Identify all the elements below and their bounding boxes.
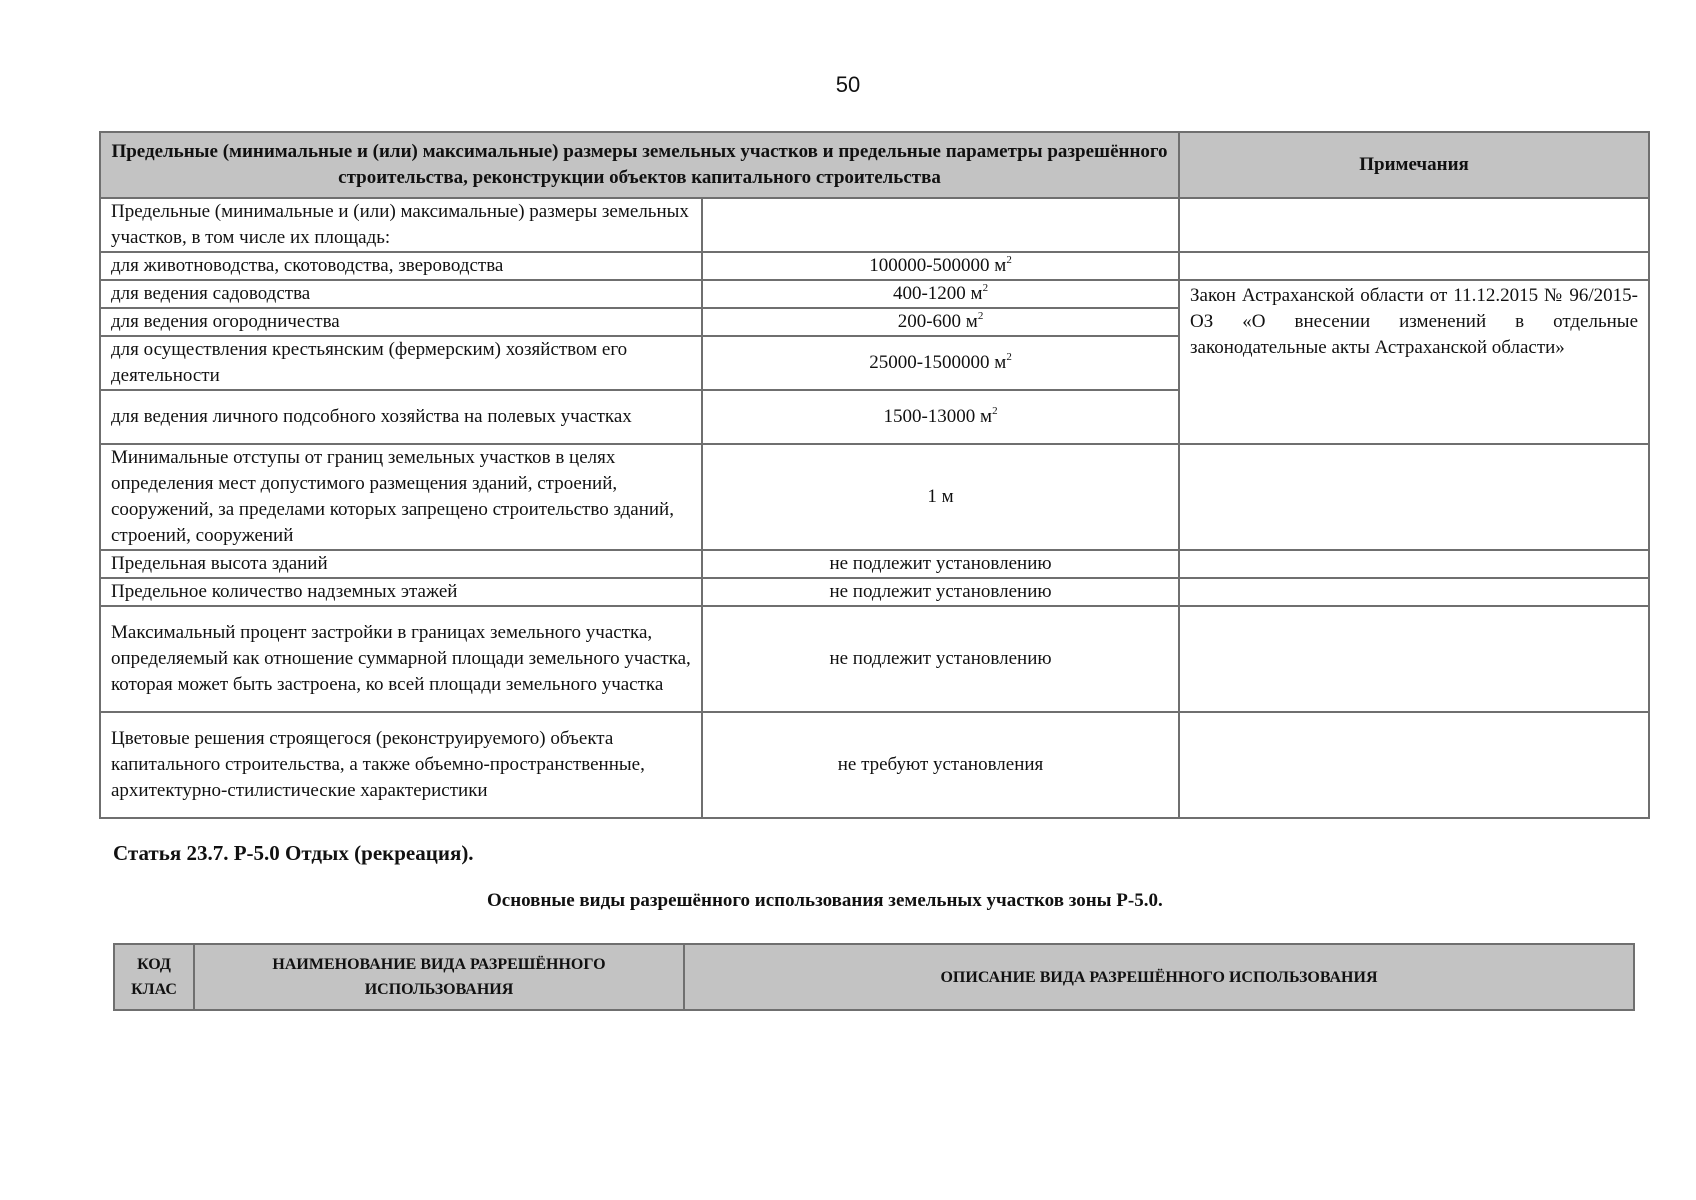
row-label: для животноводства, скотоводства, звероводства <box>100 252 702 280</box>
table-row <box>100 198 1649 252</box>
row-note <box>1179 578 1649 606</box>
row-label: Предельная высота зданий <box>100 550 702 578</box>
uses-table-header <box>114 944 1634 1010</box>
row-label: для ведения огородничества <box>100 308 702 336</box>
table-row <box>100 578 1649 606</box>
row-note <box>1179 252 1649 280</box>
table-row <box>100 444 1649 550</box>
table-row <box>100 712 1649 818</box>
section-subheading: Основные виды разрешённого использования земельных участков зоны Р-5.0. <box>487 890 1163 911</box>
row-value: не требуют установления <box>702 712 1179 818</box>
row-label: Цветовые решения строящегося (реконструируемого) объекта капитального строительства, а также объемно-пространственные, архитектурно-стилистические характеристики <box>100 712 702 818</box>
row-value: не подлежит установлению <box>702 606 1179 712</box>
row-label: для осуществления крестьянским (фермерским) хозяйством его деятельности <box>100 336 702 390</box>
row-label: Предельные (минимальные и (или) максимальные) размеры земельных участков, в том числе их площадь: <box>100 198 702 252</box>
row-note <box>1179 444 1649 550</box>
params-table <box>99 131 1650 819</box>
row-value: не подлежит установлению <box>702 550 1179 578</box>
row-label: Предельное количество надземных этажей <box>100 578 702 606</box>
notes-header-cell: Примечания <box>1179 132 1649 198</box>
law-note: Закон Астраханской области от 11.12.2015 № 96/2015-ОЗ «О внесении изменений в отдельные законодательные акты Астраханской области» <box>1179 280 1649 444</box>
table-row <box>100 252 1649 280</box>
row-value: 1500-13000 $м^2$ <box>702 390 1179 444</box>
name-header-cell: НАИМЕНОВАНИЕ ВИДА РАЗРЕШЁННОГО ИСПОЛЬЗОВАНИЯ <box>194 944 684 1010</box>
row-label: для ведения личного подсобного хозяйства на полевых участках <box>100 390 702 444</box>
row-value: 400-1200 $м^2$ <box>702 280 1179 308</box>
row-label: для ведения садоводства <box>100 280 702 308</box>
row-value: 25000-1500000 $м^2$ <box>702 336 1179 390</box>
table-row <box>100 280 1649 308</box>
row-value <box>702 198 1179 252</box>
row-label: Максимальный процент застройки в границах земельного участка, определяемый как отношение суммарной площади земельного участка, которая может быть застроена, ко всей площади земельного участка <box>100 606 702 712</box>
uses-table <box>113 943 1635 1011</box>
row-value: 200-600 $м^2$ <box>702 308 1179 336</box>
row-value: 1 м <box>702 444 1179 550</box>
params-table-header <box>100 132 1649 198</box>
article-heading: Статья 23.7. Р-5.0 Отдых (рекреация). <box>113 841 474 865</box>
params-header-cell: Предельные (минимальные и (или) максимальные) размеры земельных участков и предельные параметры разрешённого строительства, реконструкции объектов капитального строительства <box>100 132 1179 198</box>
row-value: не подлежит установлению <box>702 578 1179 606</box>
table-row <box>100 550 1649 578</box>
row-value: 100000-500000 $м^2$ <box>702 252 1179 280</box>
code-header-cell: КОД КЛАС <box>114 944 194 1010</box>
row-note <box>1179 550 1649 578</box>
page-number: 50 <box>835 72 861 97</box>
row-note <box>1179 712 1649 818</box>
table-row <box>100 606 1649 712</box>
row-label: Минимальные отступы от границ земельных участков в целях определения мест допустимого размещения зданий, строений, сооружений, за пределами которых запрещено строительство зданий, строений, сооружений <box>100 444 702 550</box>
row-note <box>1179 606 1649 712</box>
description-header-cell: ОПИСАНИЕ ВИДА РАЗРЕШЁННОГО ИСПОЛЬЗОВАНИЯ <box>684 944 1634 1010</box>
row-note <box>1179 198 1649 252</box>
